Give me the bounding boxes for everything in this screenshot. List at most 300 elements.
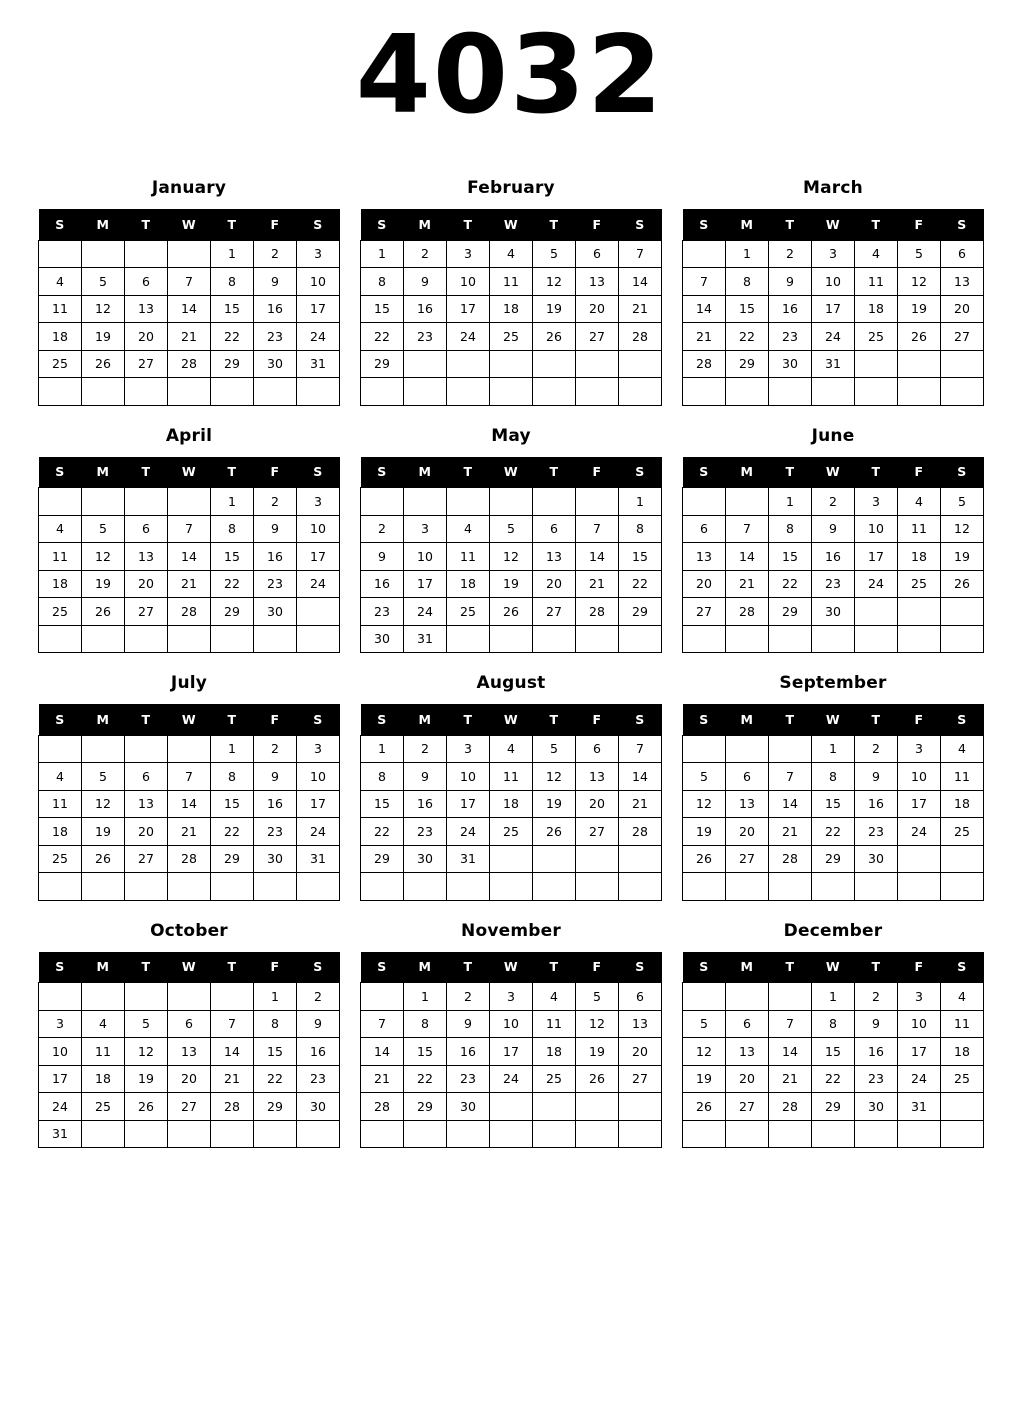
- day-cell[interactable]: 26: [82, 598, 125, 626]
- day-cell[interactable]: 27: [125, 350, 168, 378]
- day-cell[interactable]: 4: [39, 515, 82, 543]
- day-cell[interactable]: 26: [898, 323, 941, 351]
- day-cell[interactable]: 10: [898, 1010, 941, 1038]
- day-cell[interactable]: 16: [361, 570, 404, 598]
- day-cell[interactable]: 21: [168, 570, 211, 598]
- day-cell[interactable]: 5: [683, 763, 726, 791]
- day-cell[interactable]: 7: [619, 240, 662, 268]
- day-cell[interactable]: 15: [211, 295, 254, 323]
- day-cell[interactable]: 12: [533, 268, 576, 296]
- day-cell[interactable]: 26: [683, 845, 726, 873]
- day-cell[interactable]: 5: [82, 763, 125, 791]
- day-cell[interactable]: 30: [254, 350, 297, 378]
- day-cell[interactable]: 29: [812, 845, 855, 873]
- day-cell[interactable]: 14: [168, 295, 211, 323]
- day-cell[interactable]: 16: [254, 790, 297, 818]
- day-cell[interactable]: 12: [941, 515, 984, 543]
- day-cell[interactable]: 24: [812, 323, 855, 351]
- day-cell[interactable]: 9: [297, 1010, 340, 1038]
- day-cell[interactable]: 10: [855, 515, 898, 543]
- day-cell[interactable]: 12: [898, 268, 941, 296]
- day-cell[interactable]: 13: [619, 1010, 662, 1038]
- day-cell[interactable]: 11: [39, 295, 82, 323]
- day-cell[interactable]: 27: [619, 1065, 662, 1093]
- day-cell[interactable]: 8: [361, 268, 404, 296]
- day-cell[interactable]: 18: [490, 295, 533, 323]
- day-cell[interactable]: 5: [125, 1010, 168, 1038]
- day-cell[interactable]: 4: [39, 763, 82, 791]
- day-cell[interactable]: 15: [254, 1038, 297, 1066]
- day-cell[interactable]: 27: [168, 1093, 211, 1121]
- day-cell[interactable]: 10: [297, 515, 340, 543]
- day-cell[interactable]: 21: [619, 790, 662, 818]
- day-cell[interactable]: 28: [769, 1093, 812, 1121]
- day-cell[interactable]: 14: [769, 790, 812, 818]
- day-cell[interactable]: 18: [490, 790, 533, 818]
- day-cell[interactable]: 4: [941, 735, 984, 763]
- day-cell[interactable]: 1: [361, 735, 404, 763]
- day-cell[interactable]: 9: [812, 515, 855, 543]
- day-cell[interactable]: 4: [82, 1010, 125, 1038]
- day-cell[interactable]: 6: [576, 240, 619, 268]
- day-cell[interactable]: 8: [361, 763, 404, 791]
- day-cell[interactable]: 28: [619, 818, 662, 846]
- day-cell[interactable]: 27: [726, 1093, 769, 1121]
- day-cell[interactable]: 17: [855, 543, 898, 571]
- day-cell[interactable]: 13: [576, 268, 619, 296]
- day-cell[interactable]: 25: [82, 1093, 125, 1121]
- day-cell[interactable]: 4: [533, 983, 576, 1011]
- day-cell[interactable]: 15: [769, 543, 812, 571]
- day-cell[interactable]: 11: [39, 543, 82, 571]
- day-cell[interactable]: 23: [361, 598, 404, 626]
- day-cell[interactable]: 31: [39, 1120, 82, 1148]
- day-cell[interactable]: 29: [361, 350, 404, 378]
- day-cell[interactable]: 29: [769, 598, 812, 626]
- day-cell[interactable]: 6: [533, 515, 576, 543]
- day-cell[interactable]: 10: [39, 1038, 82, 1066]
- day-cell[interactable]: 18: [39, 818, 82, 846]
- day-cell[interactable]: 11: [855, 268, 898, 296]
- day-cell[interactable]: 28: [576, 598, 619, 626]
- day-cell[interactable]: 15: [211, 790, 254, 818]
- day-cell[interactable]: 16: [297, 1038, 340, 1066]
- day-cell[interactable]: 23: [297, 1065, 340, 1093]
- day-cell[interactable]: 30: [361, 625, 404, 653]
- day-cell[interactable]: 15: [361, 295, 404, 323]
- day-cell[interactable]: 14: [168, 790, 211, 818]
- day-cell[interactable]: 13: [125, 790, 168, 818]
- day-cell[interactable]: 5: [490, 515, 533, 543]
- day-cell[interactable]: 24: [404, 598, 447, 626]
- day-cell[interactable]: 20: [125, 570, 168, 598]
- day-cell[interactable]: 1: [211, 488, 254, 516]
- day-cell[interactable]: 22: [404, 1065, 447, 1093]
- day-cell[interactable]: 23: [404, 818, 447, 846]
- day-cell[interactable]: 13: [533, 543, 576, 571]
- day-cell[interactable]: 17: [447, 790, 490, 818]
- day-cell[interactable]: 21: [168, 818, 211, 846]
- day-cell[interactable]: 14: [361, 1038, 404, 1066]
- day-cell[interactable]: 14: [619, 763, 662, 791]
- day-cell[interactable]: 21: [168, 323, 211, 351]
- day-cell[interactable]: 11: [898, 515, 941, 543]
- day-cell[interactable]: 22: [211, 323, 254, 351]
- day-cell[interactable]: 14: [576, 543, 619, 571]
- day-cell[interactable]: 23: [254, 323, 297, 351]
- day-cell[interactable]: 18: [39, 323, 82, 351]
- day-cell[interactable]: 29: [812, 1093, 855, 1121]
- day-cell[interactable]: 27: [576, 818, 619, 846]
- day-cell[interactable]: 16: [447, 1038, 490, 1066]
- day-cell[interactable]: 21: [361, 1065, 404, 1093]
- day-cell[interactable]: 7: [211, 1010, 254, 1038]
- day-cell[interactable]: 13: [941, 268, 984, 296]
- day-cell[interactable]: 12: [533, 763, 576, 791]
- day-cell[interactable]: 20: [576, 295, 619, 323]
- day-cell[interactable]: 25: [941, 1065, 984, 1093]
- day-cell[interactable]: 17: [898, 1038, 941, 1066]
- day-cell[interactable]: 1: [404, 983, 447, 1011]
- day-cell[interactable]: 18: [447, 570, 490, 598]
- day-cell[interactable]: 17: [447, 295, 490, 323]
- day-cell[interactable]: 5: [683, 1010, 726, 1038]
- day-cell[interactable]: 31: [297, 350, 340, 378]
- day-cell[interactable]: 28: [211, 1093, 254, 1121]
- day-cell[interactable]: 4: [855, 240, 898, 268]
- day-cell[interactable]: 12: [683, 1038, 726, 1066]
- day-cell[interactable]: 26: [683, 1093, 726, 1121]
- day-cell[interactable]: 3: [404, 515, 447, 543]
- day-cell[interactable]: 15: [812, 1038, 855, 1066]
- day-cell[interactable]: 27: [683, 598, 726, 626]
- day-cell[interactable]: 31: [812, 350, 855, 378]
- day-cell[interactable]: 24: [39, 1093, 82, 1121]
- day-cell[interactable]: 22: [211, 818, 254, 846]
- day-cell[interactable]: 1: [726, 240, 769, 268]
- day-cell[interactable]: 11: [533, 1010, 576, 1038]
- day-cell[interactable]: 24: [297, 818, 340, 846]
- day-cell[interactable]: 20: [726, 1065, 769, 1093]
- day-cell[interactable]: 21: [576, 570, 619, 598]
- day-cell[interactable]: 6: [125, 268, 168, 296]
- day-cell[interactable]: 8: [726, 268, 769, 296]
- day-cell[interactable]: 9: [769, 268, 812, 296]
- day-cell[interactable]: 3: [39, 1010, 82, 1038]
- day-cell[interactable]: 21: [683, 323, 726, 351]
- day-cell[interactable]: 15: [619, 543, 662, 571]
- day-cell[interactable]: 9: [361, 543, 404, 571]
- day-cell[interactable]: 28: [683, 350, 726, 378]
- day-cell[interactable]: 18: [533, 1038, 576, 1066]
- day-cell[interactable]: 19: [490, 570, 533, 598]
- day-cell[interactable]: 29: [361, 845, 404, 873]
- day-cell[interactable]: 31: [447, 845, 490, 873]
- day-cell[interactable]: 5: [898, 240, 941, 268]
- day-cell[interactable]: 3: [297, 735, 340, 763]
- day-cell[interactable]: 25: [898, 570, 941, 598]
- day-cell[interactable]: 9: [404, 763, 447, 791]
- day-cell[interactable]: 7: [168, 515, 211, 543]
- day-cell[interactable]: 20: [576, 790, 619, 818]
- day-cell[interactable]: 14: [769, 1038, 812, 1066]
- day-cell[interactable]: 5: [576, 983, 619, 1011]
- day-cell[interactable]: 3: [898, 983, 941, 1011]
- day-cell[interactable]: 12: [490, 543, 533, 571]
- day-cell[interactable]: 4: [941, 983, 984, 1011]
- day-cell[interactable]: 26: [941, 570, 984, 598]
- day-cell[interactable]: 24: [447, 323, 490, 351]
- day-cell[interactable]: 25: [855, 323, 898, 351]
- day-cell[interactable]: 10: [297, 268, 340, 296]
- day-cell[interactable]: 3: [447, 240, 490, 268]
- day-cell[interactable]: 16: [254, 543, 297, 571]
- day-cell[interactable]: 15: [211, 543, 254, 571]
- day-cell[interactable]: 8: [769, 515, 812, 543]
- day-cell[interactable]: 3: [297, 240, 340, 268]
- day-cell[interactable]: 12: [82, 790, 125, 818]
- day-cell[interactable]: 19: [82, 323, 125, 351]
- day-cell[interactable]: 8: [812, 763, 855, 791]
- day-cell[interactable]: 28: [619, 323, 662, 351]
- day-cell[interactable]: 19: [533, 790, 576, 818]
- day-cell[interactable]: 18: [941, 1038, 984, 1066]
- day-cell[interactable]: 16: [812, 543, 855, 571]
- day-cell[interactable]: 23: [447, 1065, 490, 1093]
- day-cell[interactable]: 2: [254, 488, 297, 516]
- day-cell[interactable]: 9: [447, 1010, 490, 1038]
- day-cell[interactable]: 17: [490, 1038, 533, 1066]
- day-cell[interactable]: 17: [404, 570, 447, 598]
- day-cell[interactable]: 30: [855, 1093, 898, 1121]
- day-cell[interactable]: 13: [683, 543, 726, 571]
- day-cell[interactable]: 19: [533, 295, 576, 323]
- day-cell[interactable]: 25: [490, 818, 533, 846]
- day-cell[interactable]: 12: [576, 1010, 619, 1038]
- day-cell[interactable]: 20: [726, 818, 769, 846]
- day-cell[interactable]: 27: [125, 845, 168, 873]
- day-cell[interactable]: 18: [39, 570, 82, 598]
- day-cell[interactable]: 6: [941, 240, 984, 268]
- day-cell[interactable]: 7: [769, 763, 812, 791]
- day-cell[interactable]: 1: [361, 240, 404, 268]
- day-cell[interactable]: 30: [254, 845, 297, 873]
- day-cell[interactable]: 1: [812, 983, 855, 1011]
- day-cell[interactable]: 1: [812, 735, 855, 763]
- day-cell[interactable]: 6: [619, 983, 662, 1011]
- day-cell[interactable]: 25: [39, 845, 82, 873]
- day-cell[interactable]: 25: [941, 818, 984, 846]
- day-cell[interactable]: 29: [211, 598, 254, 626]
- day-cell[interactable]: 30: [297, 1093, 340, 1121]
- day-cell[interactable]: 26: [82, 350, 125, 378]
- day-cell[interactable]: 3: [490, 983, 533, 1011]
- day-cell[interactable]: 8: [619, 515, 662, 543]
- day-cell[interactable]: 17: [297, 543, 340, 571]
- day-cell[interactable]: 2: [404, 735, 447, 763]
- day-cell[interactable]: 10: [447, 763, 490, 791]
- day-cell[interactable]: 26: [82, 845, 125, 873]
- day-cell[interactable]: 7: [576, 515, 619, 543]
- day-cell[interactable]: 16: [404, 295, 447, 323]
- day-cell[interactable]: 30: [855, 845, 898, 873]
- day-cell[interactable]: 9: [855, 1010, 898, 1038]
- day-cell[interactable]: 21: [619, 295, 662, 323]
- day-cell[interactable]: 24: [490, 1065, 533, 1093]
- day-cell[interactable]: 6: [726, 1010, 769, 1038]
- day-cell[interactable]: 14: [211, 1038, 254, 1066]
- day-cell[interactable]: 4: [490, 735, 533, 763]
- day-cell[interactable]: 30: [254, 598, 297, 626]
- day-cell[interactable]: 7: [361, 1010, 404, 1038]
- day-cell[interactable]: 23: [254, 570, 297, 598]
- day-cell[interactable]: 25: [533, 1065, 576, 1093]
- day-cell[interactable]: 20: [941, 295, 984, 323]
- day-cell[interactable]: 19: [576, 1038, 619, 1066]
- day-cell[interactable]: 13: [726, 790, 769, 818]
- day-cell[interactable]: 22: [619, 570, 662, 598]
- day-cell[interactable]: 18: [855, 295, 898, 323]
- day-cell[interactable]: 20: [683, 570, 726, 598]
- day-cell[interactable]: 14: [726, 543, 769, 571]
- day-cell[interactable]: 8: [211, 515, 254, 543]
- day-cell[interactable]: 29: [211, 350, 254, 378]
- day-cell[interactable]: 8: [404, 1010, 447, 1038]
- day-cell[interactable]: 2: [769, 240, 812, 268]
- day-cell[interactable]: 19: [82, 818, 125, 846]
- day-cell[interactable]: 2: [812, 488, 855, 516]
- day-cell[interactable]: 23: [254, 818, 297, 846]
- day-cell[interactable]: 30: [812, 598, 855, 626]
- day-cell[interactable]: 11: [941, 763, 984, 791]
- day-cell[interactable]: 13: [576, 763, 619, 791]
- day-cell[interactable]: 27: [533, 598, 576, 626]
- day-cell[interactable]: 7: [769, 1010, 812, 1038]
- day-cell[interactable]: 2: [254, 735, 297, 763]
- day-cell[interactable]: 29: [404, 1093, 447, 1121]
- day-cell[interactable]: 9: [254, 515, 297, 543]
- day-cell[interactable]: 19: [898, 295, 941, 323]
- day-cell[interactable]: 6: [726, 763, 769, 791]
- day-cell[interactable]: 23: [812, 570, 855, 598]
- day-cell[interactable]: 20: [168, 1065, 211, 1093]
- day-cell[interactable]: 2: [855, 983, 898, 1011]
- day-cell[interactable]: 15: [361, 790, 404, 818]
- day-cell[interactable]: 27: [576, 323, 619, 351]
- day-cell[interactable]: 8: [211, 268, 254, 296]
- day-cell[interactable]: 12: [82, 295, 125, 323]
- day-cell[interactable]: 17: [297, 790, 340, 818]
- day-cell[interactable]: 6: [683, 515, 726, 543]
- day-cell[interactable]: 4: [39, 268, 82, 296]
- day-cell[interactable]: 31: [297, 845, 340, 873]
- day-cell[interactable]: 19: [82, 570, 125, 598]
- day-cell[interactable]: 2: [404, 240, 447, 268]
- day-cell[interactable]: 25: [447, 598, 490, 626]
- day-cell[interactable]: 2: [447, 983, 490, 1011]
- day-cell[interactable]: 16: [254, 295, 297, 323]
- day-cell[interactable]: 26: [125, 1093, 168, 1121]
- day-cell[interactable]: 5: [533, 240, 576, 268]
- day-cell[interactable]: 11: [39, 790, 82, 818]
- day-cell[interactable]: 19: [125, 1065, 168, 1093]
- day-cell[interactable]: 18: [82, 1065, 125, 1093]
- day-cell[interactable]: 23: [855, 1065, 898, 1093]
- day-cell[interactable]: 26: [490, 598, 533, 626]
- day-cell[interactable]: 29: [254, 1093, 297, 1121]
- day-cell[interactable]: 10: [404, 543, 447, 571]
- day-cell[interactable]: 13: [168, 1038, 211, 1066]
- day-cell[interactable]: 28: [168, 598, 211, 626]
- day-cell[interactable]: 11: [490, 268, 533, 296]
- day-cell[interactable]: 13: [726, 1038, 769, 1066]
- day-cell[interactable]: 31: [404, 625, 447, 653]
- day-cell[interactable]: 17: [898, 790, 941, 818]
- day-cell[interactable]: 8: [254, 1010, 297, 1038]
- day-cell[interactable]: 25: [490, 323, 533, 351]
- day-cell[interactable]: 25: [39, 598, 82, 626]
- day-cell[interactable]: 15: [726, 295, 769, 323]
- day-cell[interactable]: 23: [404, 323, 447, 351]
- day-cell[interactable]: 13: [125, 295, 168, 323]
- day-cell[interactable]: 9: [404, 268, 447, 296]
- day-cell[interactable]: 18: [941, 790, 984, 818]
- day-cell[interactable]: 1: [619, 488, 662, 516]
- day-cell[interactable]: 23: [855, 818, 898, 846]
- day-cell[interactable]: 9: [855, 763, 898, 791]
- day-cell[interactable]: 24: [297, 323, 340, 351]
- day-cell[interactable]: 17: [812, 295, 855, 323]
- day-cell[interactable]: 8: [211, 763, 254, 791]
- day-cell[interactable]: 12: [683, 790, 726, 818]
- day-cell[interactable]: 11: [490, 763, 533, 791]
- day-cell[interactable]: 20: [125, 818, 168, 846]
- day-cell[interactable]: 30: [769, 350, 812, 378]
- day-cell[interactable]: 21: [769, 1065, 812, 1093]
- day-cell[interactable]: 4: [490, 240, 533, 268]
- day-cell[interactable]: 10: [297, 763, 340, 791]
- day-cell[interactable]: 22: [361, 818, 404, 846]
- day-cell[interactable]: 28: [726, 598, 769, 626]
- day-cell[interactable]: 30: [404, 845, 447, 873]
- day-cell[interactable]: 20: [125, 323, 168, 351]
- day-cell[interactable]: 14: [168, 543, 211, 571]
- day-cell[interactable]: 6: [125, 515, 168, 543]
- day-cell[interactable]: 2: [855, 735, 898, 763]
- day-cell[interactable]: 5: [533, 735, 576, 763]
- day-cell[interactable]: 6: [168, 1010, 211, 1038]
- day-cell[interactable]: 7: [619, 735, 662, 763]
- day-cell[interactable]: 28: [168, 845, 211, 873]
- day-cell[interactable]: 24: [855, 570, 898, 598]
- day-cell[interactable]: 3: [297, 488, 340, 516]
- day-cell[interactable]: 11: [82, 1038, 125, 1066]
- day-cell[interactable]: 7: [683, 268, 726, 296]
- day-cell[interactable]: 24: [898, 818, 941, 846]
- day-cell[interactable]: 19: [683, 818, 726, 846]
- day-cell[interactable]: 29: [211, 845, 254, 873]
- day-cell[interactable]: 21: [211, 1065, 254, 1093]
- day-cell[interactable]: 25: [39, 350, 82, 378]
- day-cell[interactable]: 22: [254, 1065, 297, 1093]
- day-cell[interactable]: 2: [254, 240, 297, 268]
- day-cell[interactable]: 7: [726, 515, 769, 543]
- day-cell[interactable]: 22: [812, 1065, 855, 1093]
- day-cell[interactable]: 21: [726, 570, 769, 598]
- day-cell[interactable]: 23: [769, 323, 812, 351]
- day-cell[interactable]: 31: [898, 1093, 941, 1121]
- day-cell[interactable]: 19: [941, 543, 984, 571]
